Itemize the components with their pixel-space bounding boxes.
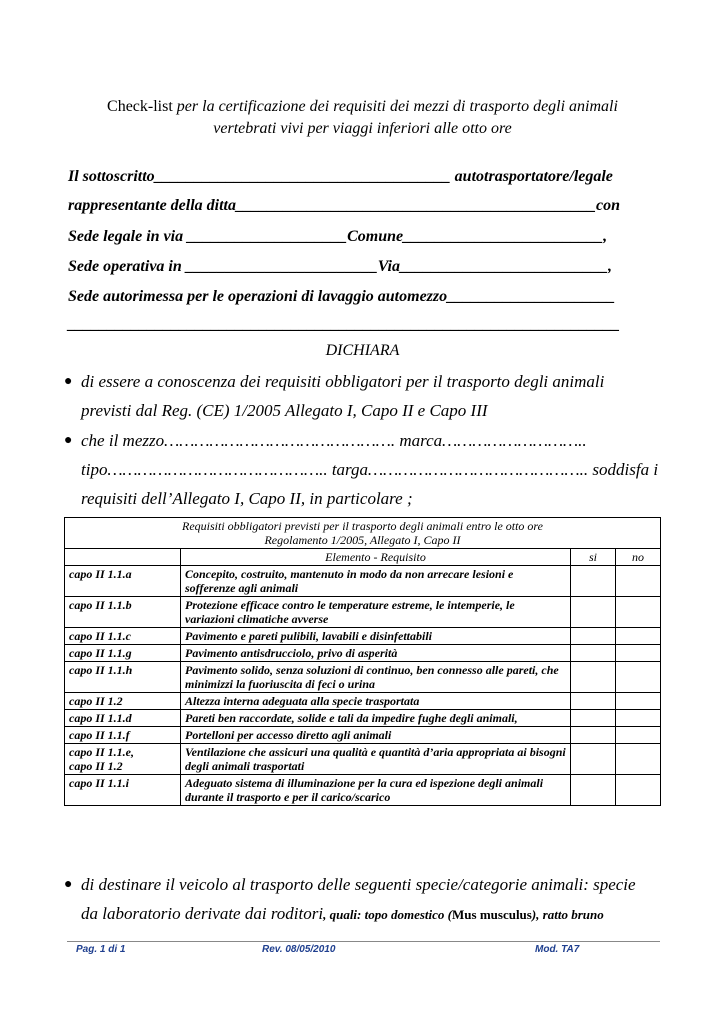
requirement-text: Altezza interna adeguata alla specie trasportata xyxy=(181,693,571,710)
requirements-table xyxy=(64,517,661,806)
table-row xyxy=(65,727,661,744)
bullet-dot-icon: ● xyxy=(64,877,73,892)
document-title xyxy=(70,96,655,140)
footer-revision: Rev. 08/05/2010 xyxy=(262,944,336,955)
field-autorimessa[interactable]: Sede autorimessa per le operazioni di lavaggio automezzo_____________________ xyxy=(68,288,616,305)
si-checkbox-cell[interactable] xyxy=(571,662,616,693)
field-sede-legale[interactable]: Sede legale in via ____________________Comune_________________________, xyxy=(68,228,608,245)
no-checkbox-cell[interactable] xyxy=(616,710,661,727)
bullet3-line2-d: ), ratto bruno xyxy=(531,907,604,922)
si-checkbox-cell[interactable] xyxy=(571,710,616,727)
no-checkbox-cell[interactable] xyxy=(616,662,661,693)
bullet-conoscenza xyxy=(64,367,657,425)
table-row xyxy=(65,597,661,628)
requirement-code: capo II 1.1.h xyxy=(65,662,181,693)
requirement-code: capo II 1.1.f xyxy=(65,727,181,744)
si-checkbox-cell[interactable] xyxy=(571,628,616,645)
requirement-text: Adeguato sistema di illuminazione per la cura ed ispezione degli animali durante il trasporto e per il carico/scarico xyxy=(181,775,571,806)
table-row xyxy=(65,744,661,775)
bullet1-line1: di essere a conoscenza dei requisiti obbligatori per il trasporto degli animali xyxy=(81,372,605,391)
field-autorimessa-cont[interactable]: _____________________________________________________________________ xyxy=(68,316,620,333)
table-header-line1: Requisiti obbligatori previsti per il trasporto degli animali entro le otto ore xyxy=(182,519,543,533)
requirement-text: Protezione efficace contro le temperature estreme, le intemperie, le variazioni climatiche avverse xyxy=(181,597,571,628)
si-checkbox-cell[interactable] xyxy=(571,727,616,744)
requirement-text: Portelloni per accesso diretto agli animali xyxy=(181,727,571,744)
no-checkbox-cell[interactable] xyxy=(616,693,661,710)
table-row xyxy=(65,693,661,710)
si-checkbox-cell[interactable] xyxy=(571,597,616,628)
si-checkbox-cell[interactable] xyxy=(571,693,616,710)
table-row xyxy=(65,662,661,693)
table-column-row xyxy=(65,549,661,566)
col-code-header xyxy=(65,549,181,566)
table-row xyxy=(65,645,661,662)
requirement-text: Pareti ben raccordate, solide e tali da impedire fughe degli animali, xyxy=(181,710,571,727)
bullet-mezzo xyxy=(64,426,659,513)
title-line2: vertebrati vivi per viaggi inferiori alle otto ore xyxy=(213,120,512,137)
field-sottoscritto[interactable]: Il sottoscritto_____________________________________ autotrasportatore/legale xyxy=(68,168,613,185)
col-element-header: Elemento - Requisito xyxy=(181,549,571,566)
bullet3-line2-a: da laboratorio derivate dai roditori xyxy=(81,904,324,923)
no-checkbox-cell[interactable] xyxy=(616,628,661,645)
no-checkbox-cell[interactable] xyxy=(616,727,661,744)
table-header-row xyxy=(65,518,661,549)
bullet-destinare xyxy=(64,870,657,929)
no-checkbox-cell[interactable] xyxy=(616,645,661,662)
bullet1-line2: previsti dal Reg. (CE) 1/2005 Allegato I, Capo II e Capo III xyxy=(81,401,488,420)
title-rest: per la certificazione dei requisiti dei mezzi di trasporto degli animali xyxy=(172,98,618,115)
si-checkbox-cell[interactable] xyxy=(571,744,616,775)
bullet2-line2[interactable]: tipo…………………………………….. targa…………………………………….. soddisfa i xyxy=(81,460,659,479)
requirement-code: capo II 1.1.b xyxy=(65,597,181,628)
requirement-text: Concepito, costruito, mantenuto in modo da non arrecare lesioni e sofferenze agli animali xyxy=(181,566,571,597)
table-row xyxy=(65,775,661,806)
requirement-text: Pavimento solido, senza soluzioni di continuo, ben connesso alle pareti, che minimizzi la fuoriuscita di feci o urina xyxy=(181,662,571,693)
footer-page: Pag. 1 di 1 xyxy=(76,944,126,955)
requirement-code: capo II 1.1.g xyxy=(65,645,181,662)
col-no-header: no xyxy=(616,549,661,566)
requirement-code: capo II 1.1.d xyxy=(65,710,181,727)
no-checkbox-cell[interactable] xyxy=(616,744,661,775)
col-si-header: si xyxy=(571,549,616,566)
title-prefix: Check-list xyxy=(107,98,173,115)
bullet2-line1[interactable]: che il mezzo………………………………………. marca……………………….. xyxy=(81,431,587,450)
bullet-dot-icon: ● xyxy=(64,433,73,448)
requirement-code: capo II 1.1.c xyxy=(65,628,181,645)
bullet3-line2-c: Mus musculus xyxy=(452,907,532,922)
no-checkbox-cell[interactable] xyxy=(616,775,661,806)
requirement-text: Pavimento e pareti pulibili, lavabili e disinfettabili xyxy=(181,628,571,645)
requirement-text: Ventilazione che assicuri una qualità e quantità d’aria appropriata ai bisogni degli animali trasportati xyxy=(181,744,571,775)
si-checkbox-cell[interactable] xyxy=(571,645,616,662)
table-row xyxy=(65,566,661,597)
no-checkbox-cell[interactable] xyxy=(616,566,661,597)
bullet-dot-icon: ● xyxy=(64,374,73,389)
requirement-text: Pavimento antisdrucciolo, privo di asperità xyxy=(181,645,571,662)
table-row xyxy=(65,710,661,727)
footer-module: Mod. TA7 xyxy=(535,944,580,955)
no-checkbox-cell[interactable] xyxy=(616,597,661,628)
table-header xyxy=(65,518,661,549)
bullet2-line3: requisiti dell’Allegato I, Capo II, in particolare ; xyxy=(81,489,413,508)
table-row xyxy=(65,628,661,645)
dichiara-heading: DICHIARA xyxy=(325,342,400,359)
bullet3-line2-b: , quali: topo domestico ( xyxy=(323,907,453,922)
requirement-code: capo II 1.2 xyxy=(65,693,181,710)
table-header-line2: Regolamento 1/2005, Allegato I, Capo II xyxy=(264,533,461,547)
bullet3-line1: di destinare il veicolo al trasporto delle seguenti specie/categorie animali: specie xyxy=(81,875,636,894)
requirement-code: capo II 1.1.e, capo II 1.2 xyxy=(65,744,181,775)
si-checkbox-cell[interactable] xyxy=(571,775,616,806)
requirement-code: capo II 1.1.a xyxy=(65,566,181,597)
bullet3-line2 xyxy=(67,899,657,929)
field-sede-operativa[interactable]: Sede operativa in ________________________Via__________________________, xyxy=(68,258,612,275)
field-ditta[interactable]: rappresentante della ditta_____________________________________________con xyxy=(68,197,620,214)
footer-divider xyxy=(67,941,660,942)
si-checkbox-cell[interactable] xyxy=(571,566,616,597)
requirement-code: capo II 1.1.i xyxy=(65,775,181,806)
